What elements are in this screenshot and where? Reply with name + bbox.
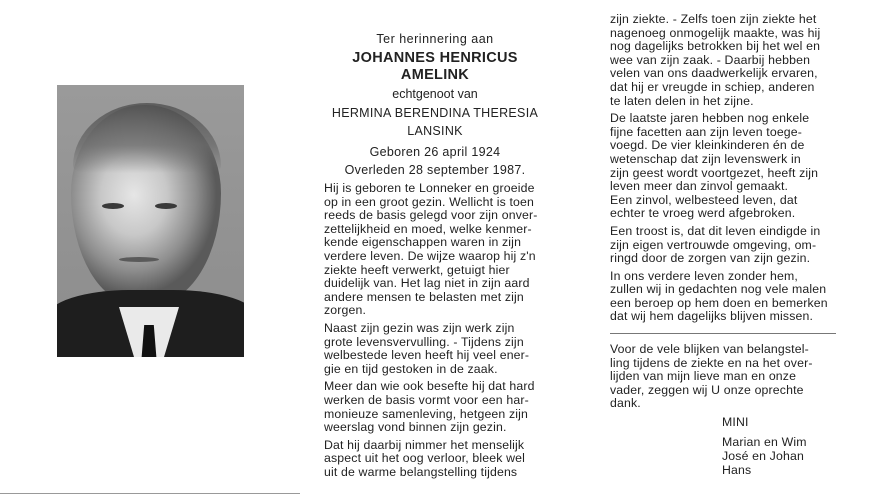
paragraph: In ons verdere leven zonder hem, zullen wij in gedachten nog vele malen een beroep op hem doen en bemerken dat wij hem dagelijks blijven missen.	[610, 268, 828, 324]
thanks-paragraph: Voor de vele blijken van belangstel- ling tijdens de ziekte en na het over- lijden van mijn lieve man en onze vader, zeggen wij U onze oprechte dank.	[610, 342, 813, 411]
signers-list	[722, 415, 860, 477]
photo-mouth	[119, 257, 159, 262]
paragraph: Een troost is, dat dit leven eindigde in zijn eigen vertrouwde omgeving, om- ringd door de zorgen van zijn gezin.	[610, 223, 821, 266]
card-edge-line	[0, 493, 300, 494]
photo-eye-right	[155, 203, 177, 209]
middle-text-column	[324, 182, 589, 483]
paragraph: Dat hij daarbij nimmer het menselijk aspect uit het oog verloor, bleek wel uit de warme belangstelling tijdens	[324, 437, 526, 479]
memorial-header	[290, 30, 580, 179]
photo-eye-left	[102, 203, 124, 209]
paragraph: Naast zijn gezin was zijn werk zijn grote levensvervulling. - Tijdens zijn welbestede leven heeft hij veel ener- gie en tijd gestoken in de zaak.	[324, 320, 530, 376]
paragraph: zijn ziekte. - Zelfs toen zijn ziekte het nagenoeg onmogelijk maakte, was hij nog dagelijks betrokken bij het wel en wee van zijn zaak. - Daarbij hebben velen van ons daadwerkelijk ervaren, dat hij er vreugde in schiep, anderen te laten delen in het zijne.	[610, 12, 821, 108]
signer: José en Johan	[722, 449, 804, 464]
spouse-name-line1: HERMINA BERENDINA THERESIA	[331, 106, 539, 120]
birth-date: Geboren 26 april 1924	[369, 145, 501, 159]
paragraph: De laatste jaren hebben nog enkele fijne facetten aan zijn leven toege- voegd. De vier kleinkinderen én de wetenschap dat zijn levenswerk in zijn geest wordt voortgezet, heeft zijn leven meer dan zinvol gemaakt. Een zinvol, welbesteed leven, dat echter te vroeg werd afgebroken.	[610, 111, 819, 221]
portrait-photo	[57, 85, 244, 357]
deceased-name-line1: JOHANNES HENRICUS	[352, 50, 518, 66]
signer: Hans	[722, 463, 752, 478]
section-divider	[610, 333, 836, 334]
signer: Marian en Wim	[722, 435, 807, 450]
death-date: Overleden 28 september 1987.	[344, 163, 526, 177]
spouse-name-line2: LANSINK	[407, 123, 463, 138]
paragraph: Hij is geboren te Lonneker en groeide op in een groot gezin. Wellicht is toen reeds de basis gelegd voor zijn onver- zettelijkheid en moed, welke kenmer- kende eigenschappen waren in zijn verdere leven. De wijze waarop hij z'n ziekte heeft verwerkt, getuigt hier duidelijk van. Het lag niet in zijn aard andere mensen te belasten met zijn zorgen.	[324, 181, 538, 318]
signer: MINI	[722, 415, 749, 430]
right-text-column	[610, 13, 860, 477]
intro-text: Ter herinnering aan	[376, 32, 494, 46]
deceased-name-line2: AMELINK	[400, 66, 470, 83]
paragraph: Meer dan wie ook besefte hij dat hard werken de basis vormt voor een har- monieuze samenleving, hetgeen zijn weerslag vond binnen zijn gezin.	[324, 379, 535, 435]
spouse-label: echtgenoot van	[392, 87, 478, 101]
